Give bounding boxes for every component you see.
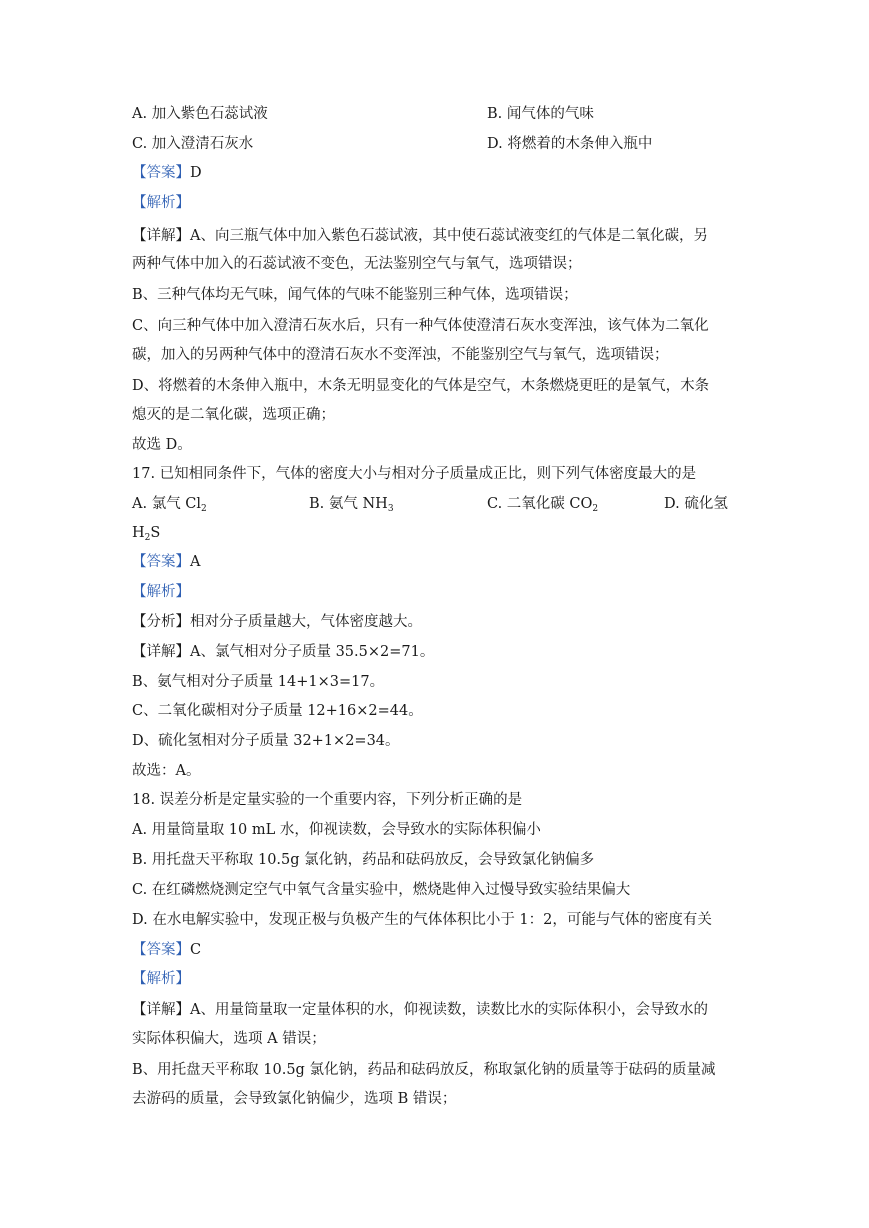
- q18-answer: [132, 940, 201, 960]
- q16-detail-line: B、三种气体均无气味，闻气体的气味不能鉴别三种气体，选项错误；: [132, 287, 578, 303]
- answer-tag: 【答案】: [132, 554, 190, 570]
- subscript: 2: [144, 533, 151, 543]
- q17-option-d: D. 硫化氢: [664, 496, 728, 512]
- q16-detail-line: 熄灭的是二氧化碳，选项正确；: [132, 407, 335, 423]
- subscript: 3: [387, 504, 394, 514]
- answer-value: A: [190, 554, 201, 570]
- answer-tag: 【答案】: [132, 942, 190, 958]
- q18-detail-line: [132, 1000, 708, 1020]
- fenxi-tag: 【分析】: [132, 614, 190, 630]
- q16-option-c: C. 加入澄清石灰水: [132, 136, 254, 152]
- subscript: 2: [592, 504, 599, 514]
- q17-option-a: [132, 494, 207, 514]
- subscript: 2: [201, 504, 207, 514]
- q16-detail-line: 碳，加入的另两种气体中的澄清石灰水不变浑浊，不能鉴别空气与氧气，选项错误；: [132, 347, 669, 363]
- q16-detail-line: C、向三种气体中加入澄清石灰水后，只有一种气体使澄清石灰水变浑浊，该气体为二氧化: [132, 318, 709, 334]
- answer-value: D: [190, 165, 202, 181]
- fenxi-text: 相对分子质量越大，气体密度越大。: [190, 614, 422, 630]
- q16-detail-line: [132, 226, 708, 246]
- detail-tag: 【详解】: [132, 644, 190, 660]
- q17-answer: [132, 552, 200, 572]
- q18-option-c: C. 在红磷燃烧测定空气中氧气含量实验中，燃烧匙伸入过慢导致实验结果偏大: [132, 882, 631, 898]
- q16-option-b: B. 闻气体的气味: [487, 106, 594, 122]
- q16-option-a: A. 加入紫色石蕊试液: [132, 106, 268, 122]
- option-label: B. 氨气 NH: [309, 496, 388, 512]
- q17-analysis-tag: 【解析】: [132, 584, 190, 600]
- option-label: A. 氯气 Cl: [132, 496, 202, 512]
- formula-h: H: [132, 525, 145, 541]
- q17-option-b: [309, 494, 394, 514]
- detail-text: A、氯气相对分子质量 35.5×2=71。: [190, 644, 435, 660]
- q17-option-d-formula: [132, 523, 160, 543]
- option-label: C. 二氧化碳 CO: [487, 496, 593, 512]
- q18-option-a: A. 用量筒量取 10 mL 水，仰视读数，会导致水的实际体积偏小: [132, 822, 541, 838]
- q17-detail-line: D、硫化氢相对分子质量 32+1×2=34。: [132, 733, 400, 749]
- q18-detail-line: 实际体积偏大，选项 A 错误；: [132, 1031, 326, 1047]
- detail-text: A、用量筒量取一定量体积的水，仰视读数，读数比水的实际体积小，会导致水的: [190, 1002, 708, 1018]
- q16-answer: [132, 163, 202, 183]
- q18-option-d: D. 在水电解实验中，发现正极与负极产生的气体体积比小于 1：2，可能与气体的密度有关: [132, 912, 712, 928]
- q17-detail-line: B、氨气相对分子质量 14+1×3=17。: [132, 674, 385, 690]
- detail-tag: 【详解】: [132, 1002, 190, 1018]
- q18-detail-line: B、用托盘天平称取 10.5g 氯化钠，药品和砝码放反，称取氯化钠的质量等于砝码的质量减: [132, 1062, 716, 1078]
- q17-stem: 17. 已知相同条件下，气体的密度大小与相对分子质量成正比，则下列气体密度最大的是: [132, 466, 697, 482]
- q17-detail-line: C、二氧化碳相对分子质量 12+16×2=44。: [132, 703, 423, 719]
- q16-detail-line: D、将燃着的木条伸入瓶中，木条无明显变化的气体是空气，木条燃烧更旺的是氧气，木条: [132, 378, 710, 394]
- q16-option-d: D. 将燃着的木条伸入瓶中: [487, 136, 653, 152]
- q17-detail-line: [132, 642, 434, 662]
- q18-stem: 18. 误差分析是定量实验的一个重要内容，下列分析正确的是: [132, 792, 523, 808]
- q16-detail-line: 两种气体中加入的石蕊试液不变色，无法鉴别空气与氧气，选项错误；: [132, 256, 582, 272]
- detail-tag: 【详解】: [132, 228, 190, 244]
- q18-analysis-tag: 【解析】: [132, 971, 190, 987]
- answer-value: C: [190, 942, 202, 958]
- q16-conclusion: 故选 D。: [132, 437, 192, 453]
- q17-fenxi: [132, 612, 422, 632]
- detail-text: A、向三瓶气体中加入紫色石蕊试液，其中使石蕊试液变红的气体是二氧化碳，另: [190, 228, 708, 244]
- q18-option-b: B. 用托盘天平称取 10.5g 氯化钠，药品和砝码放反，会导致氯化钠偏多: [132, 852, 595, 868]
- q16-analysis-tag: 【解析】: [132, 195, 190, 211]
- q17-option-c: [487, 494, 598, 514]
- q17-conclusion: 故选：A。: [132, 763, 201, 779]
- answer-tag: 【答案】: [132, 165, 190, 181]
- formula-s: S: [150, 525, 161, 541]
- q18-detail-line: 去游码的质量，会导致氯化钠偏少，选项 B 错误；: [132, 1091, 457, 1107]
